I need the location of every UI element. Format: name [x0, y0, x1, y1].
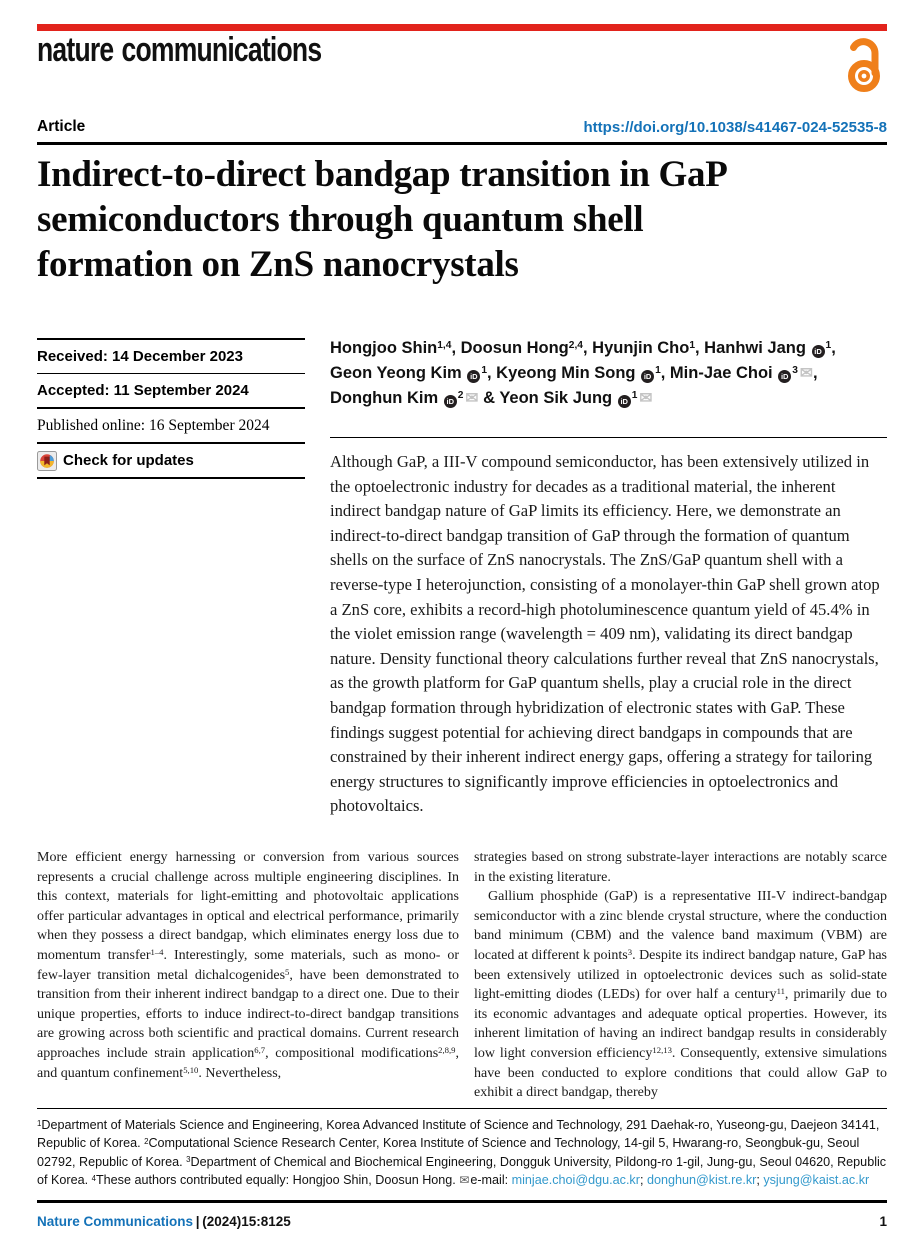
author-line: Hongjoo Shin$^{1,4}$, Doosun Hong$^{2,4}$, Hyunjin Cho$^1$, Hanhwi Jang $iD^1$,: [330, 339, 836, 357]
received-date: Received: 14 December 2023: [37, 340, 305, 374]
title-line-2: semiconductors through quantum shell: [37, 199, 644, 240]
open-access-icon: [843, 36, 887, 94]
body-columns: [37, 848, 887, 1103]
orcid-icon[interactable]: iD: [812, 345, 825, 358]
intro-paragraph-2: Gallium phosphide (GaP) is a representative III-V indirect-bandgap semiconductor with a zinc blende crystal structure, where the conduction band minimum (CBM) and the valence band maximum (VBM) are located at different k points$^3$. Despite its indirect bandgap nature, GaP has been extensively utilized in optoelectronic devices such as solid-state light-emitting diodes (LEDs) for over half a century$^{11}$, primarily due to its economic advantages and adequate optical properties. However, its inherent limitation of having an indirect bandgap results in considerably low light conversion efficiency$^{12,13}$. Consequently, extensive simulations have been conducted to explore conditions that could allow GaP to exhibit a direct bandgap, thereby: [474, 889, 887, 1101]
page-number: 1: [879, 1214, 887, 1229]
article-type-label: Article: [37, 118, 86, 135]
doi-link[interactable]: https://doi.org/10.1038/s41467-024-52535-8: [583, 119, 887, 136]
abstract-text: Although GaP, a III-V compound semiconductor, has been extensively utilized in the optoelectronic industry for decades as a traditional material, the inherent indirect bandgap nature of GaP limits its efficiency. Here, we demonstrate an indirect-to-direct bandgap transition of GaP through the formation of quantum shells on the surface of ZnS nanocrystals. The ZnS/GaP quantum shell with a reverse-type I heterojunction, consisting of a monolayer-thin GaP shell grown atop a ZnS core, exhibits a record-high photoluminescence quantum yield of 45.4% in the violet emission range (wavelength = 409 nm), validating its direct bandgap nature. Density functional theory calculations further reveal that ZnS nanocrystals, as the growth platform for GaP quantum shells, play a crucial role in the direct bandgap formation through hybridization of electronic states with GaP. These findings suggest potential for achieving direct bandgaps in compounds that are constrained by their inherent indirect energy gaps, offering a strategy for tailoring energy structures to significantly improve efficiencies in optoelectronics and photovoltaics.: [330, 437, 887, 819]
intro-paragraph-1: More efficient energy harnessing or conversion from various sources represents a crucial challenge across multiple engineering disciplines. In this context, materials for light-emitting and photovoltaic applications offer particular advantages in optical and electrical performance, primarily when they possess a direct bandgap, which eliminates energy loss due to momentum transfer$^{1-4}$. Interestingly, some materials, such as mono- or few-layer transition metal dichalcogenides$^5$, have been demonstrated to transition from their inherent indirect bandgap to a direct one. Due to their unique properties, efforts to induce indirect-to-direct bandgap transitions are growing across both scientific and practical domains. Current research approaches include strain application$^{6,7}$, compositional modifications$^{2,8,9}$, and quantum confinement$^{5,10}$. Nevertheless,: [37, 850, 460, 1081]
body-column-right: [474, 848, 887, 1103]
title-line-3: formation on ZnS nanocrystals: [37, 244, 519, 285]
footer-journal-name: Nature Communications: [37, 1214, 194, 1229]
body-column-left: [37, 848, 459, 1103]
footer-citation: | (2024)15:8125: [193, 1214, 291, 1229]
intro-paragraph-1-continued: strategies based on strong substrate-layer interactions are notably scarce in the existing literature.: [474, 850, 887, 885]
orcid-icon[interactable]: iD: [618, 395, 631, 408]
check-for-updates-label: Check for updates: [63, 452, 194, 469]
envelope-icon: ✉: [465, 390, 479, 407]
check-for-updates-button[interactable]: [37, 444, 305, 479]
crossmark-icon: [37, 451, 57, 471]
header-rule: [37, 142, 887, 145]
published-date: Published online: 16 September 2024: [37, 409, 305, 444]
envelope-icon: ✉: [799, 365, 814, 382]
orcid-icon[interactable]: iD: [444, 395, 457, 408]
email-link[interactable]: ysjung@kaist.ac.kr: [763, 1173, 870, 1188]
orcid-icon[interactable]: iD: [467, 370, 480, 383]
article-history-sidebar: [37, 338, 305, 479]
orcid-icon[interactable]: iD: [641, 370, 654, 383]
affiliations-footnote: $^1$Department of Materials Science and Engineering, Korea Advanced Institute of Science and Technology, 291 Daehak-ro, Yuseong-gu, Daejeon 34141, Republic of Korea. $^2$Computational Science Research Center, Korea Institute of Science and Technology, 14-gil 5, Hwarang-ro, Seongbuk-gu, Seoul 02792, Republic of Korea. $^3$Department of Chemical and Biochemical Engineering, Dongguk University, Pildong-ro 1-gil, Jung-gu, Seoul 04620, Republic of Korea. $^4$These authors contributed equally: Hongjoo Shin, Doosun Hong. ✉e-mail: minjae.choi@dgu.ac.kr; donghun@kist.re.kr; ysjung@kaist.ac.kr: [37, 1108, 887, 1190]
footer-citation-line: [37, 1214, 291, 1229]
journal-logo: nature communications: [37, 31, 322, 69]
footer-rule: [37, 1200, 887, 1203]
accepted-date: Accepted: 11 September 2024: [37, 374, 305, 409]
title-line-1: Indirect-to-direct bandgap transition in GaP: [37, 154, 728, 195]
brand-red-bar: [37, 24, 887, 31]
orcid-icon[interactable]: iD: [778, 370, 791, 383]
email-link[interactable]: minjae.choi@dgu.ac.kr: [511, 1173, 640, 1188]
author-line: Donghun Kim $iD^2$ ✉ & Yeon Sik Jung $iD^1$ ✉: [330, 389, 653, 407]
page-title: [37, 152, 897, 287]
author-line: Geon Yeong Kim $iD^1$, Kyeong Min Song $iD^1$, Min-Jae Choi $iD^3$ ✉,: [330, 364, 818, 382]
envelope-icon: ✉: [639, 390, 653, 407]
author-list: [330, 336, 887, 411]
email-link[interactable]: donghun@kist.re.kr: [646, 1173, 757, 1188]
envelope-icon: ✉: [459, 1173, 470, 1188]
